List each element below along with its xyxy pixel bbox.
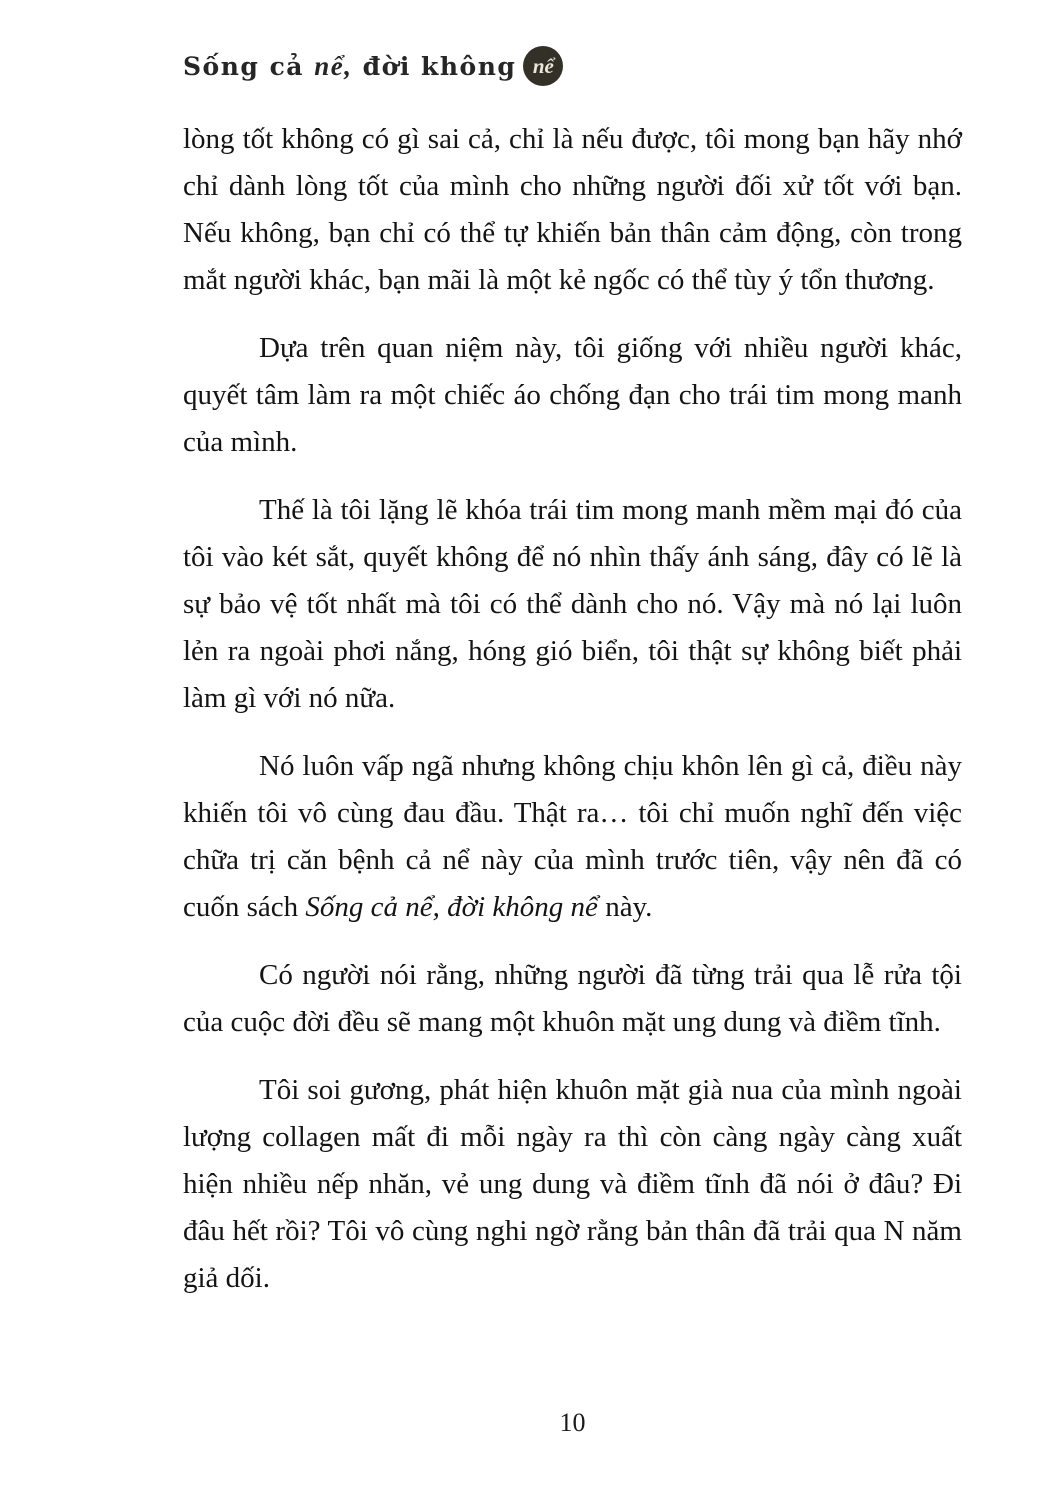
- paragraph-segment: Thế là tôi lặng lẽ khóa trái tim mong manh mềm mại đó của tôi vào két sắt, quyết không để nó nhìn thấy ánh sáng, đây có lẽ là sự bảo vệ tốt nhất mà tôi có thể dành cho nó. Vậy mà nó lại luôn lẻn ra ngoài phơi nắng, hóng gió biển, tôi thật sự không biết phải làm gì với nó nữa.: [183, 494, 962, 714]
- header-title-part2: đời không: [352, 51, 517, 81]
- paragraph: [183, 952, 962, 1046]
- book-page: [183, 46, 962, 1323]
- running-header-title: [183, 51, 516, 82]
- book-logo-badge: nể: [523, 46, 563, 86]
- running-header: [183, 46, 962, 86]
- paragraph-segment: Nó luôn vấp ngã nhưng không chịu khôn lên gì cả, điều này khiến tôi vô cùng đau đầu. Thật ra… tôi chỉ muốn nghĩ đến việc chữa trị căn bệnh cả nể này của mình trước tiên, vậy nên đã có cuốn sách: [183, 750, 962, 923]
- paragraph-segment-italic: Sống cả nể, đời không nể: [305, 891, 598, 923]
- paragraph: [183, 487, 962, 722]
- paragraph: [183, 325, 962, 466]
- body-text: [183, 116, 962, 1302]
- paragraph-segment: Tôi soi gương, phát hiện khuôn mặt già nua của mình ngoài lượng collagen mất đi mỗi ngày ra thì còn càng ngày càng xuất hiện nhiều nếp nhăn, vẻ ung dung và điềm tĩnh đã nói ở đâu? Đi đâu hết rồi? Tôi vô cùng nghi ngờ rằng bản thân đã trải qua N năm giả dối.: [183, 1074, 962, 1294]
- paragraph: [183, 1067, 962, 1302]
- header-title-italic: nể,: [314, 50, 353, 81]
- paragraph-segment: Có người nói rằng, những người đã từng trải qua lễ rửa tội của cuộc đời đều sẽ mang một khuôn mặt ung dung và điềm tĩnh.: [183, 959, 962, 1038]
- header-title-part1: Sống cả: [183, 51, 315, 81]
- paragraph-segment: Dựa trên quan niệm này, tôi giống với nhiều người khác, quyết tâm làm ra một chiếc áo chống đạn cho trái tim mong manh của mình.: [183, 332, 962, 458]
- page-number: 10: [559, 1408, 586, 1437]
- paragraph-segment: này.: [597, 891, 653, 923]
- paragraph-segment: lòng tốt không có gì sai cả, chỉ là nếu được, tôi mong bạn hãy nhớ chỉ dành lòng tốt của mình cho những người đối xử tốt với bạn. Nếu không, bạn chỉ có thể tự khiến bản thân cảm động, còn trong mắt người khác, bạn mãi là một kẻ ngốc có thể tùy ý tổn thương.: [183, 123, 962, 296]
- paragraph: [183, 116, 962, 304]
- paragraph: [183, 743, 962, 931]
